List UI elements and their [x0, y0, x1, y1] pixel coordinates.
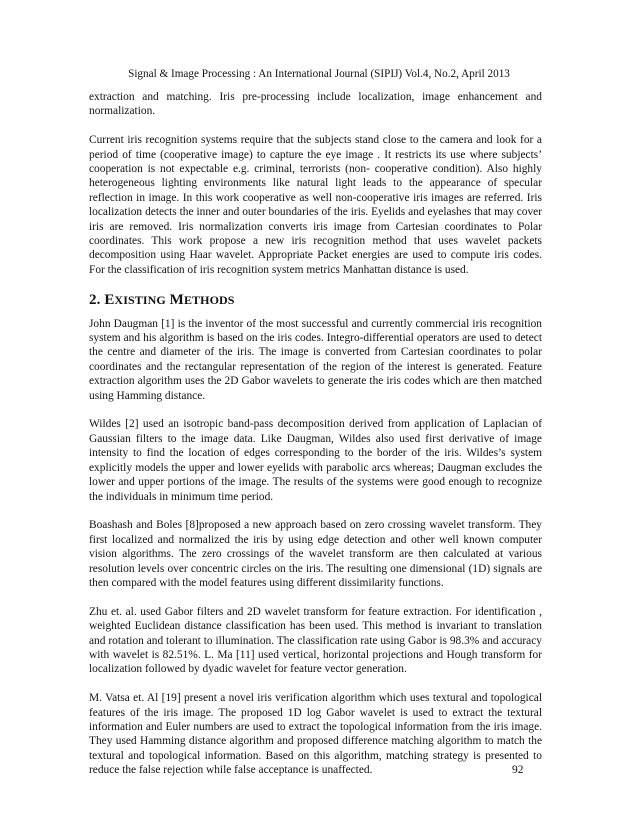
paragraph-daugman: John Daugman [1] is the inventor of the most successful and currently commercial iris recognition system and his algorithm is based on the iris codes. Integro-differential operators are used to detect the centre and diameter of the iris. The image is converted from Cartesian coordinates to polar coordinates and the rectangular representation of the region of the interest is generated. Feature extraction algorithm uses the 2D Gabor wavelets to generate the iris codes which are then matched using Hamming distance.	[89, 317, 542, 402]
page-number: 92	[512, 764, 524, 776]
section-number: 2.	[89, 291, 101, 308]
paragraph-boashash: Boashash and Boles [8]proposed a new approach based on zero crossing wavelet transform. They first localized and normalized the iris by using edge detection and other well known computer vision algorithms. The zero crossings of the wavelet transform are then calculated at various resolution levels over concentric circles on the iris. The resulting one dimensional (1D) signals are then compared with the model features using different dissimilarity functions.	[89, 519, 542, 589]
paragraph-intro-2: Current iris recognition systems require that the subjects stand close to the camera and look for a period of time (cooperative image) to capture the eye image . It restricts its use where subjects’ cooperation is not expectable e.g. criminal, terrorists (non- cooperative condition). Also highly heterogeneous lighting environments like natural light leads to the appearance of specular reflection in image. In this work cooperative as well non-cooperative iris images are referred. Iris localization detects the inner and outer boundaries of the iris. Eyelids and eyelashes that may cover iris are removed. Iris normalization converts iris image from Cartesian coordinates to Polar coordinates. This work propose a new iris recognition method that uses wavelet packets decomposition using Haar wavelet. Appropriate Packet energies are used to compute iris codes. For the classification of iris recognition system metrics Manhattan distance is used.	[89, 134, 542, 276]
paragraph-vatsa: M. Vatsa et. Al [19] present a novel iris verification algorithm which uses textural and topological features of the iris image. The proposed 1D log Gabor wavelet is used to extract the textural information and Euler numbers are used to extract the topological information from the iris image. They used Hamming distance algorithm and proposed difference matching algorithm to match the textural and topological information. Based on this algorithm, matching strategy is presented to reduce the false rejection while false acceptance is unaffected.	[89, 692, 542, 777]
body-text	[89, 90, 542, 792]
paragraph-intro-1: extraction and matching. Iris pre-processing include localization, image enhancement and normalization.	[89, 91, 542, 118]
running-header: Signal & Image Processing : An International Journal (SIPIJ) Vol.4, No.2, April 2013	[128, 68, 510, 80]
section-title: EXISTING METHODS	[104, 291, 235, 308]
paragraph-wildes: Wildes [2] used an isotropic band-pass decomposition derived from application of Laplacian of Gaussian filters to the image data. Like Daugman, Wildes also used first derivative of image intensity to find the location of edges corresponding to the border of the iris. Wildes’s system explicitly models the upper and lower eyelids with parabolic arcs whereas; Daugman excludes the lower and upper portions of the image. The results of the systems were good enough to recognize the individuals in minimum time period.	[89, 418, 542, 503]
section-heading	[89, 292, 542, 309]
paragraph-zhu: Zhu et. al. used Gabor filters and 2D wavelet transform for feature extraction. For identification , weighted Euclidean distance classification has been used. This method is invariant to translation and rotation and tolerant to illumination. The classification rate using Gabor is 98.3% and accuracy with wavelet is 82.51%. L. Ma [11] used vertical, horizontal projections and Hough transform for localization followed by dyadic wavelet for feature vector generation.	[89, 605, 542, 676]
